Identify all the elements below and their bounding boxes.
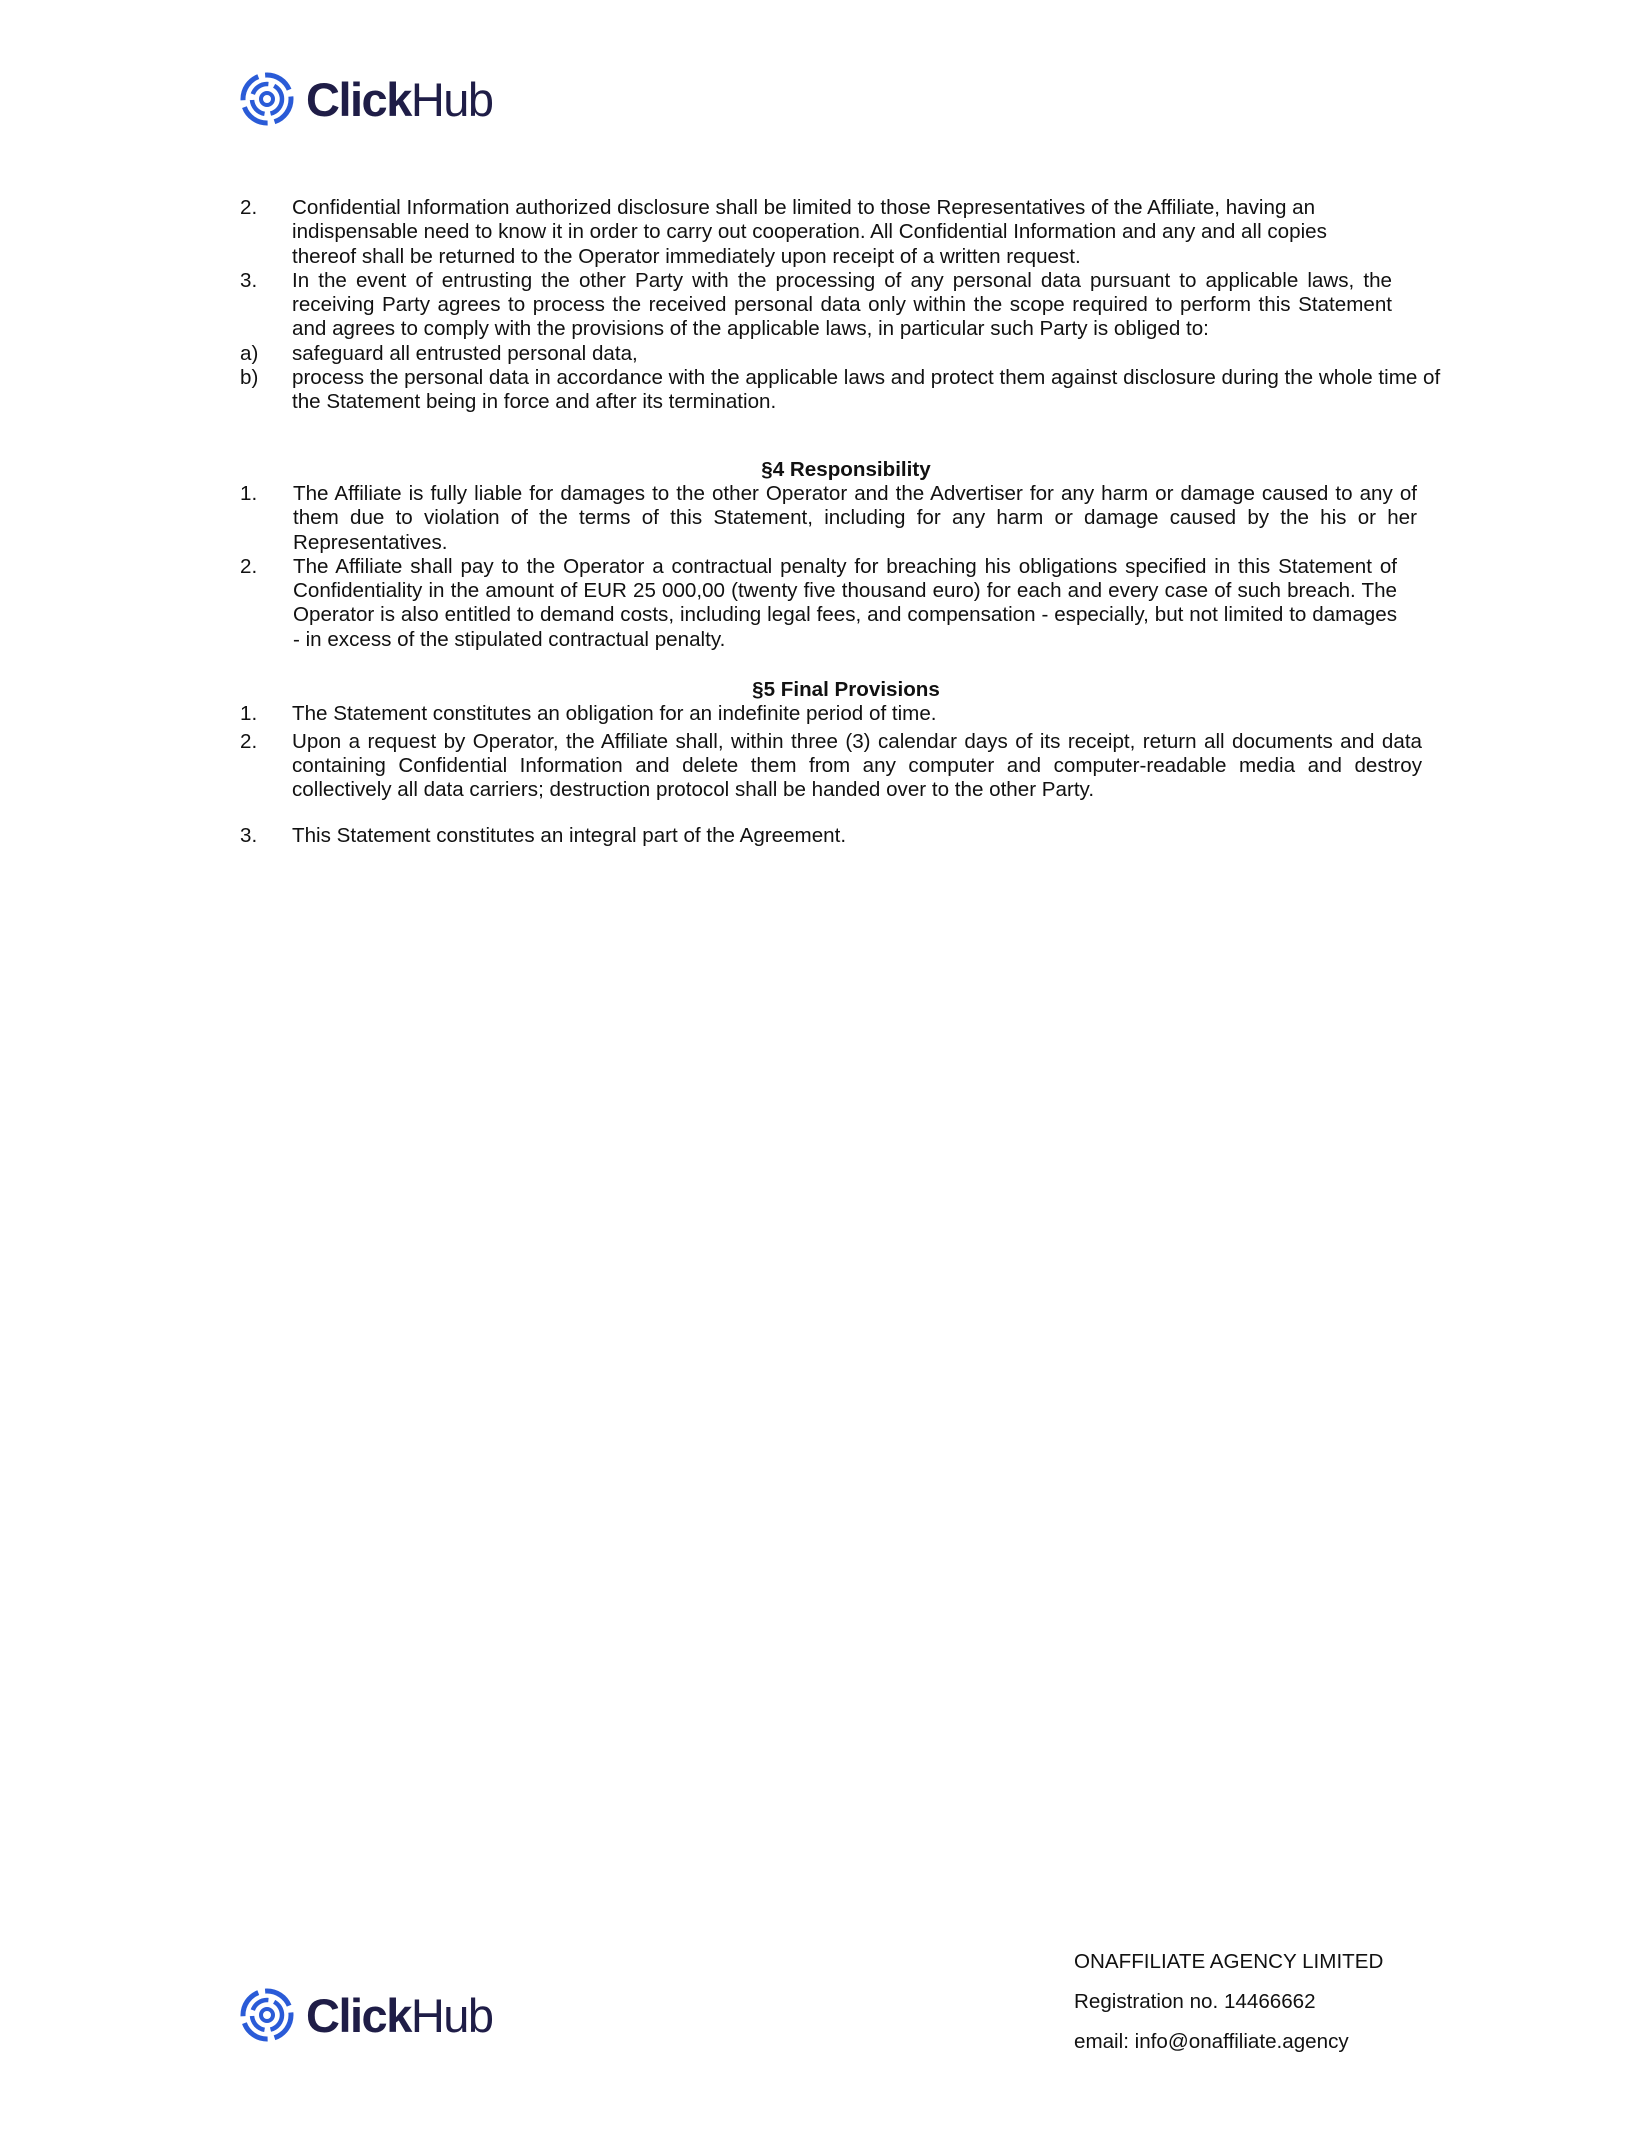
list-subitem: a) safeguard all entrusted personal data, xyxy=(240,341,638,365)
footer-company-info xyxy=(1074,1950,1383,2070)
list-item: 2. Confidential Information authorized disclosure shall be limited to those Representatives of the Affiliate, having an indispensable need to know it in order to carry out cooperation. All Confidential Information and any and all copies thereof shall be returned to the Operator immediately upon receipt of a written request. xyxy=(240,196,1327,268)
list-item: 2. Upon a request by Operator, the Affiliate shall, within three (3) calendar days of its receipt, return all documents and data containing Confidential Information and delete them from any computer and computer-readable media and destroy collectively all data carriers; destruction protocol shall be handed over to the other Party. xyxy=(240,729,1422,802)
registration-number: Registration no. 14466662 xyxy=(1074,1990,1316,2013)
document-body xyxy=(240,196,1452,848)
list-item: 2. The Affiliate shall pay to the Operator a contractual penalty for breaching his obligations specified in this Statement of Confidentiality in the amount of EUR 25 000,00 (twenty five thousand euro) for each and every case of such breach. The Operator is also entitled to demand costs, including legal fees, and compensation - especially, but not limited to damages - in excess of the stipulated contractual penalty. xyxy=(240,554,1397,651)
logo-text: ClickHub xyxy=(306,1988,493,2042)
section-heading: §5 Final Provisions xyxy=(752,678,940,702)
section-heading: §4 Responsibility xyxy=(761,457,931,481)
company-email: email: info@onaffiliate.agency xyxy=(1074,2030,1349,2053)
list-item: 3. In the event of entrusting the other Party with the processing of any personal data pursuant to applicable laws, the receiving Party agrees to process the received personal data only within the scope required to perform this Statement and agrees to comply with the provisions of the applicable laws, in particular such Party is obliged to: xyxy=(240,268,1392,341)
list-item: 1. The Statement constitutes an obligation for an indefinite period of time. xyxy=(240,702,937,726)
list-subitem: b) process the personal data in accordance with the applicable laws and protect them against disclosure during the whole time of the Statement being in force and after its termination. xyxy=(240,366,1441,414)
clickhub-logo-bottom xyxy=(240,1988,493,2042)
clickhub-logo-top xyxy=(240,72,493,126)
clickhub-logo-icon xyxy=(240,1988,294,2042)
logo-text: ClickHub xyxy=(306,72,493,126)
company-name: ONAFFILIATE AGENCY LIMITED xyxy=(1074,1950,1384,1973)
clickhub-logo-icon xyxy=(240,72,294,126)
list-item: 3. This Statement constitutes an integral part of the Agreement. xyxy=(240,823,847,847)
list-item: 1. The Affiliate is fully liable for damages to the other Operator and the Advertiser for any harm or damage caused to any of them due to violation of the terms of this Statement, including for any harm or damage caused by the his or her Representatives. xyxy=(240,481,1417,554)
